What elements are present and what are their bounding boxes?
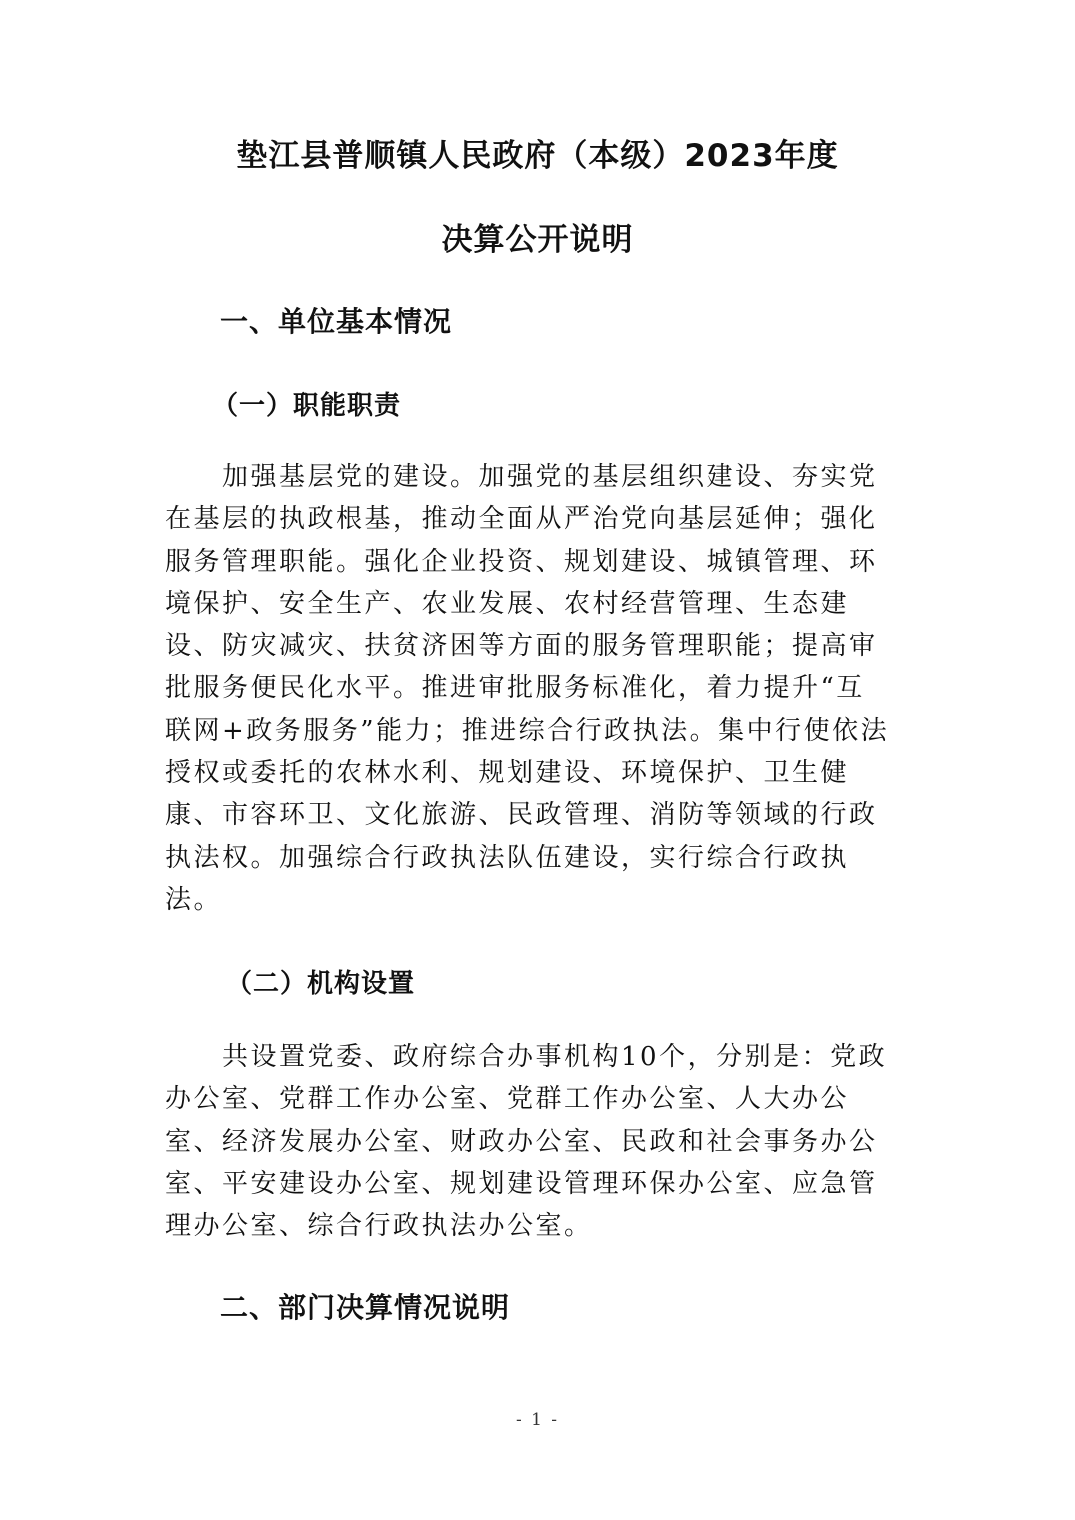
paragraph-line: 共设置党委、政府综合办事机构10个，分别是：党政 [165,1042,888,1072]
paragraph-line: 授权或委托的农林水利、规划建设、环境保护、卫生健 [165,758,850,789]
paragraph-line: 室、平安建设办公室、规划建设管理环保办公室、应急管 [165,1168,878,1199]
paragraph-line: 在基层的执政根基，推动全面从严治党向基层延伸；强化 [165,504,878,535]
paragraph-functions [165,456,910,921]
paragraph-line: 法。 [165,884,223,915]
page-number: - 1 - [515,1410,560,1430]
paragraph-line: 联网+政务服务”能力；推进综合行政执法。集中行使依法 [165,715,890,746]
paragraph-line: 理办公室、综合行政执法办公室。 [165,1211,593,1242]
subsection-heading-functions: （一）职能职责 [212,391,402,421]
section-heading-basic-info: 一、单位基本情况 [220,305,453,338]
paragraph-line: 批服务便民化水平。推进审批服务标准化，着力提升“互 [165,673,865,704]
paragraph-line: 执法权。加强综合行政执法队伍建设，实行综合行政执 [165,842,850,873]
paragraph-line: 室、经济发展办公室、财政办公室、民政和社会事务办公 [165,1126,878,1157]
paragraph-line: 康、市容环卫、文化旅游、民政管理、消防等领域的行政 [165,800,878,831]
paragraph-line: 服务管理职能。强化企业投资、规划建设、城镇管理、环 [165,546,878,577]
subsection-heading-organization: （二）机构设置 [226,969,416,999]
paragraph-line: 境保护、安全生产、农业发展、农村经营管理、生态建 [165,588,850,619]
paragraph-organization [165,1036,910,1247]
document-title-line-2: 决算公开说明 [441,222,634,258]
paragraph-line: 办公室、党群工作办公室、党群工作办公室、人大办公 [165,1084,850,1115]
paragraph-line: 加强基层党的建设。加强党的基层组织建设、夯实党 [165,462,878,492]
paragraph-line: 设、防灾减灾、扶贫济困等方面的服务管理职能；提高审 [165,631,878,662]
document-title-line-1: 垫江县普顺镇人民政府（本级）2023年度 [236,138,839,174]
section-heading-final-accounts: 二、部门决算情况说明 [220,1291,511,1324]
